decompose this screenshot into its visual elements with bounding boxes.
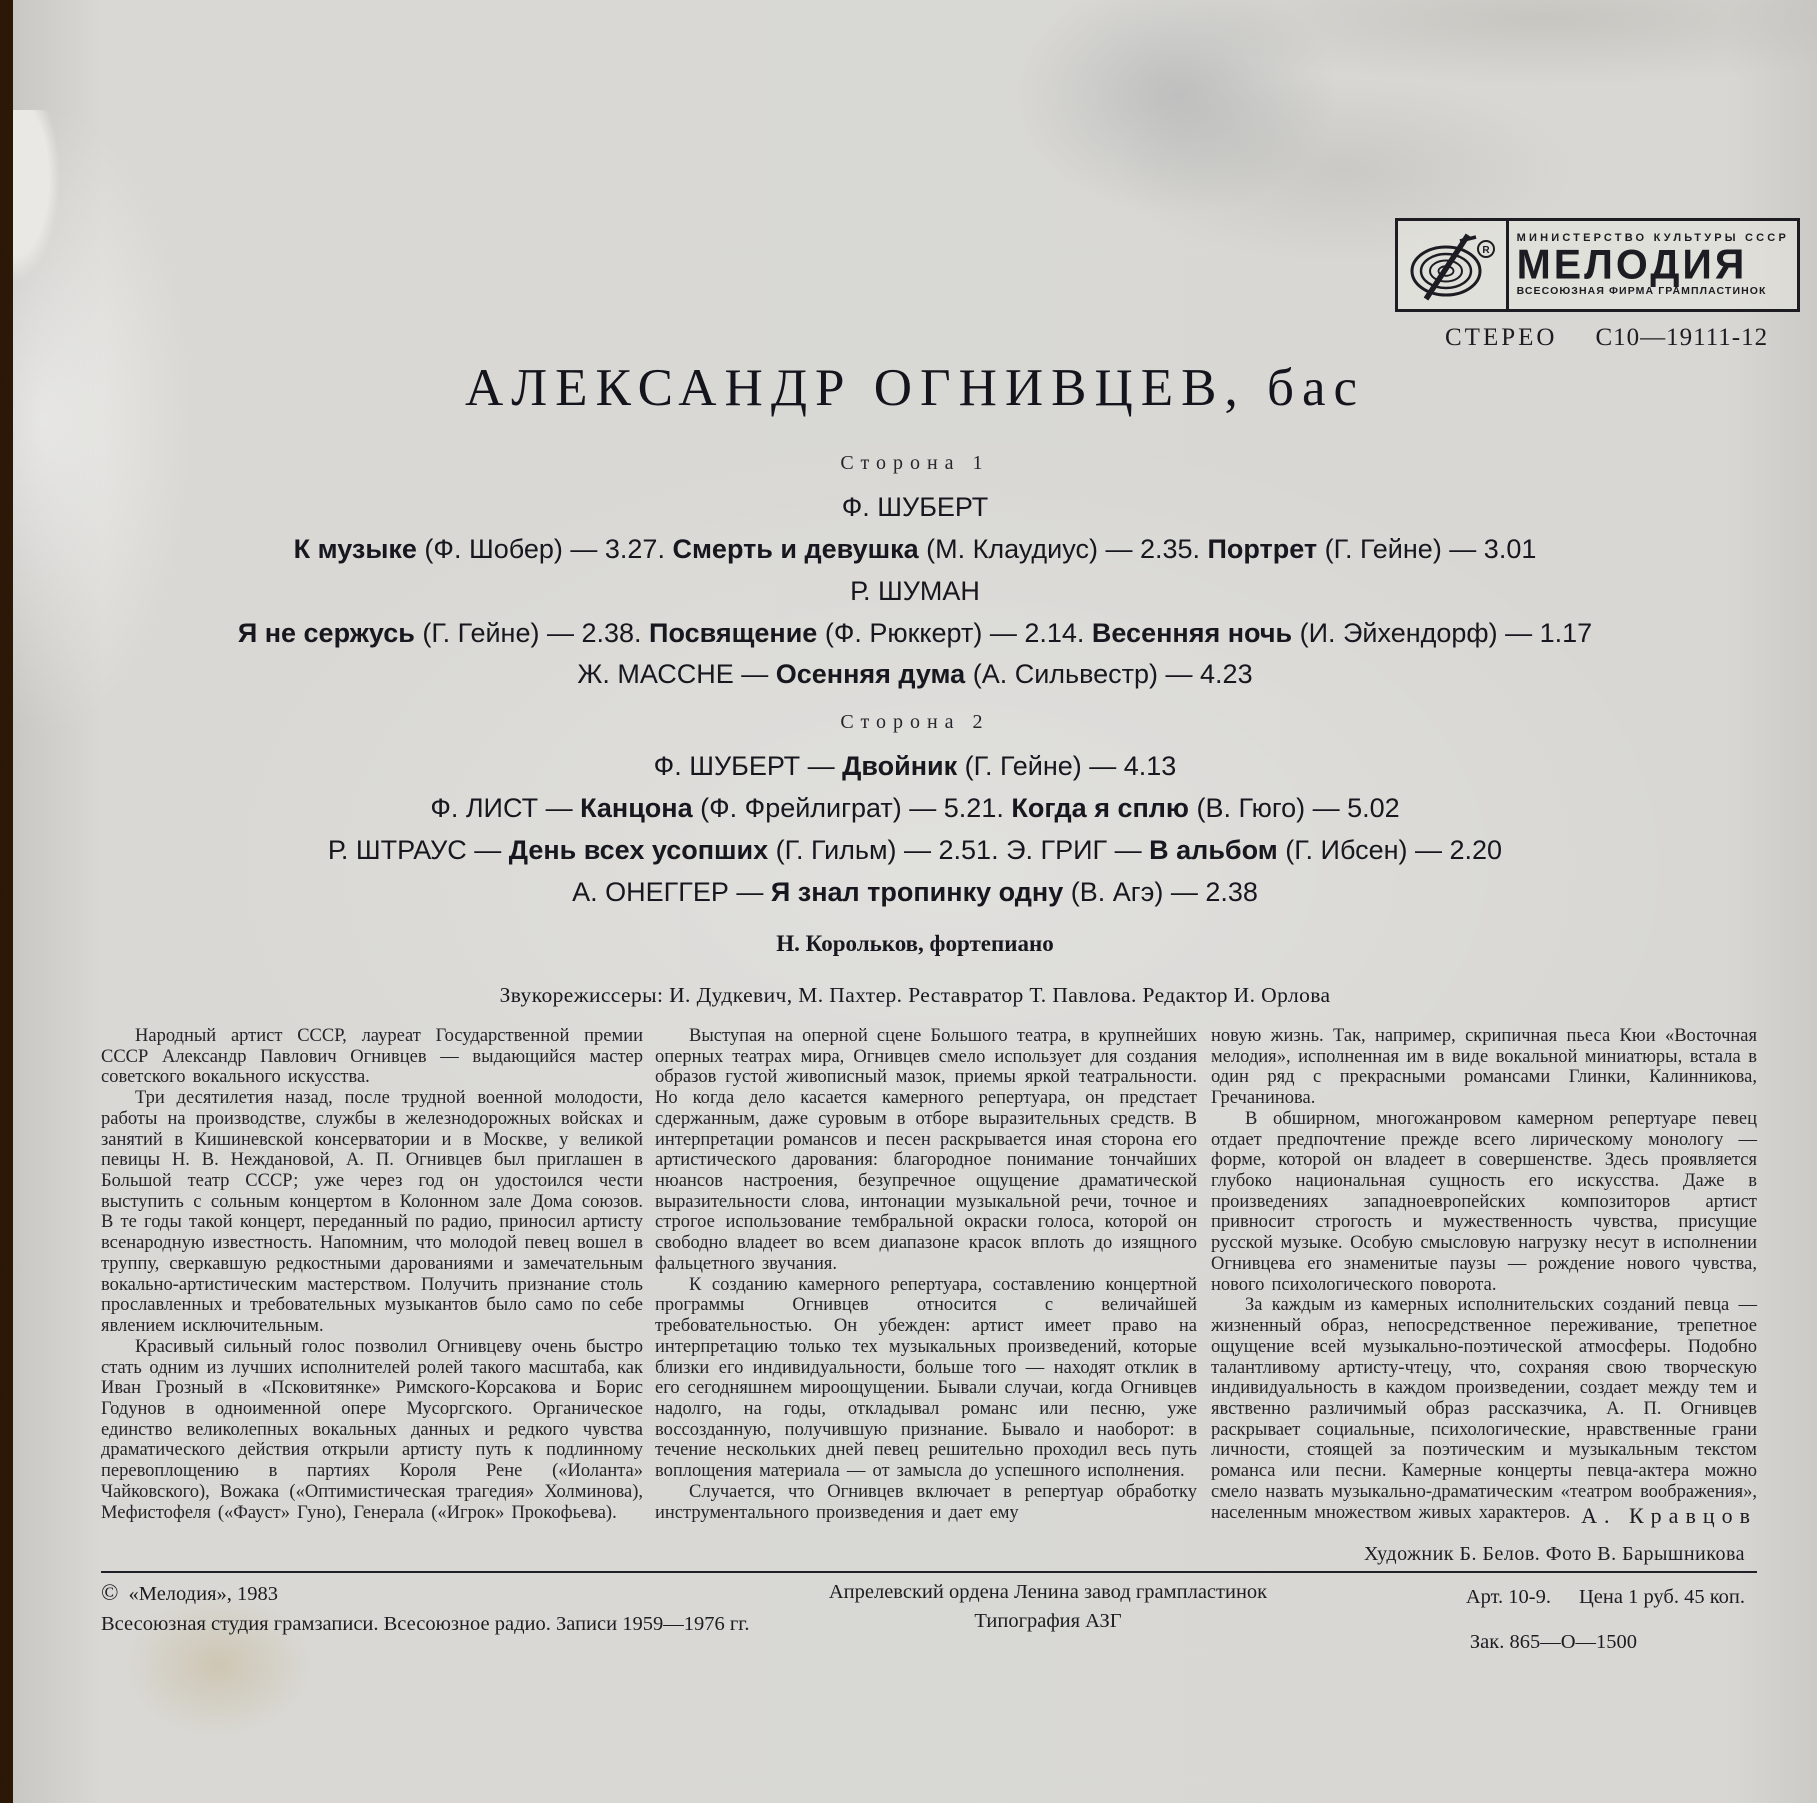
side1-composer-line: Р. ШУМАН (850, 575, 980, 606)
copyright-text: «Мелодия», 1983 (128, 1583, 279, 1605)
paragraph: Красивый сильный голос позволил Огнивцеву очень быстро стать одним из лучших исполнителей ролей такого масштаба, как Иван Грозный в «Псковитянке» Римского-Корсакова и Борис Годунов в одноименной опере Мусоргского. Органическое единство великолепных вокальных данных и редкого чувства драматического действия открыли артисту путь к подлинному перевоплощению в партиях Короля Рене («Иоланта» Чайковского), Вожака («Оптимистическая трагедия» Холминова), Мефистофеля («Фауст» Гуно), Генерала («Игрок» Прокофьева). (101, 1336, 643, 1523)
paragraph: Народный артист СССР, лауреат Государственной премии СССР Александр Павлович Огнивцев — выдающийся мастер советского вокального искусства. (101, 1026, 643, 1088)
footer-divider (101, 1571, 1757, 1573)
melodiya-logo-plate (1395, 218, 1800, 312)
melodiya-logo-text (1509, 221, 1797, 309)
melodiya-record-logo-icon (1398, 221, 1509, 309)
order-number: Зак. 865—О—1500 (1469, 1631, 1637, 1653)
pianist-credit: Н. Корольков, фортепиано (776, 930, 1054, 956)
paragraph: В обширном, многожанровом камерном репертуаре певец отдает предпочтение прежде всего лирическому монологу — форме, которой он владеет в совершенстве. Здесь проявляется глубоко национальная сущность его искусства. Даже в произведениях западноевропейских композиторов артист привносит строгость и мужественность чувства, присущие русской музыке. Особую смысловую нагрузку несут в исполнении Огнивцева его знаменитые паузы — рождение нового чувства, нового психологического поворота. (1211, 1108, 1757, 1295)
paragraph: Случается, что Огнивцев включает в репертуар обработку инструментального произведения и дает ему (655, 1481, 1197, 1523)
article-number: Арт. 10-9. (1465, 1586, 1551, 1608)
album-title: АЛЕКСАНДР ОГНИВЦЕВ, бас (464, 359, 1366, 417)
author-signature: А. Кравцов (1581, 1503, 1757, 1528)
side1-track-line: К музыке (Ф. Шобер) — 3.27. Смерть и девушка (М. Клаудиус) — 2.35. Портрет (Г. Гейне) — 3.01 (293, 533, 1537, 564)
catalog-number: С10—19111-12 (1595, 324, 1769, 351)
stereo-label: СТЕРЕО (1445, 324, 1558, 351)
copyright-line (101, 1576, 749, 1610)
price-line (1125, 1586, 1745, 1609)
paragraph: Три десятилетия назад, после трудной военной молодости, работы на производстве, службы в железнодорожных войсках и занятий в Кишиневской консерватории и в Москве, у великой певицы Н. В. Неждановой, А. П. Огнивцев был приглашен в Большой театр СССР; уже через год он удостоился чести выступить с сольным концертом в Колонном зале Дома союзов. В те годы такой концерт, переданный по радио, приносил артисту всенародную известность. Напомним, что молодой певец вошел в труппу, сверкавшую редкостными дарованиями и замечательным вокально-артистическим мастерством. Получить признание столь прославленных и требовательных музыкантов было само по себе явлением исключительным. (101, 1088, 643, 1337)
paragraph: За каждым из камерных исполнительских созданий певца — жизненный образ, непосредственное переживание, трепетное ощущение всей музыкально-поэтической атмосферы. Подобно талантливому артисту-чтецу, что, сохраняя свою творческую индивидуальность в каждом произведении, создает между тем и явственно различимый образ рассказчика, А. П. Огнивцев раскрывает социальные, психологические, нравственные грани личности, стоящей за поэтическим и музыкальным текстом романса или песни. Камерные концерты певца-актера можно смело назвать музыкально-драматическим «театром воображения», населенным множеством живых характеров. (1211, 1295, 1757, 1523)
engineers-credit: Звукорежиссеры: И. Дудкевич, М. Пахтер. Реставратор Т. Павлова. Редактор И. Орлова (499, 982, 1331, 1007)
ministry-line: МИНИСТЕРСТВО КУЛЬТУРЫ СССР (1516, 232, 1789, 244)
liner-notes-column-1 (101, 1026, 643, 1523)
worn-corner-patch (13, 110, 59, 280)
side2-track-line: Ф. ЛИСТ — Канцона (Ф. Фрейлиграт) — 5.21. Когда я сплю (В. Гюго) — 5.02 (430, 793, 1400, 824)
liner-notes-column-2 (655, 1026, 1197, 1523)
stereo-catalog-line (1395, 324, 1800, 352)
price-text: Цена 1 руб. 45 коп. (1578, 1586, 1745, 1608)
studio-line: Всесоюзная студия грамзаписи. Всесоюзное радио. Записи 1959—1976 гг. (101, 1612, 750, 1635)
liner-notes-column-3 (1211, 1026, 1757, 1523)
firm-line: ВСЕСОЮЗНАЯ ФИРМА ГРАМПЛАСТИНОК (1516, 285, 1767, 297)
publisher-block (1395, 218, 1800, 352)
copyright-icon: © (101, 1580, 119, 1605)
footer-copyright-block (101, 1576, 749, 1639)
paragraph: новую жизнь. Так, например, скрипичная пьеса Кюи «Восточная мелодия», исполненная им в виде вокальной миниатюры, встала в один ряд с прекрасными романсами Глинки, Калинникова, Гречанинова. (1211, 1026, 1757, 1109)
paper-sleeve (13, 0, 1817, 1803)
side1-heading: Сторона 1 (840, 452, 990, 474)
printer-line: Типография АЗГ (974, 1609, 1122, 1632)
side2-heading: Сторона 2 (840, 711, 990, 734)
side1-track-line: Я не сержусь (Г. Гейне) — 2.38. Посвящение (Ф. Рюккерт) — 2.14. Весенняя ночь (И. Эйхендорф) — 1.17 (237, 617, 1593, 648)
melodiya-wordmark: МЕЛОДИЯ (1516, 240, 1748, 288)
plant-line: Апрелевский ордена Ленина завод грампластинок (828, 1581, 1268, 1603)
paragraph: Выступая на оперной сцене Большого театра, в крупнейших оперных театрах мира, Огнивцев смело использует для создания образов густой живописный мазок, приемы яркой театральности. Но когда дело касается камерного репертуара, он предстает сдержанным, даже суровым в отборе выразительных средств. В интерпретации романсов и песен раскрывается иная сторона его артистического дарования: благородное понимание тончайших нюансов настроения, безупречное ощущение драматической выразительности слова, интонации музыкальной речи, точное и строгое использование тембральной окраски голоса, которой он свободно владеет во всем диапазоне красок вплоть до изящного фальцетного звучания. (655, 1026, 1197, 1274)
side2-track-line: Р. ШТРАУС — День всех усопших (Г. Гильм) — 2.51. Э. ГРИГ — В альбом (Г. Ибсен) — 2.20 (327, 835, 1503, 866)
track-listing (113, 452, 1717, 1008)
artist-photo-credit: Художник Б. Белов. Фото В. Барышникова (1363, 1543, 1745, 1565)
paragraph: К созданию камерного репертуара, составлению концертной программы Огнивцев относится с величайшей требовательностью. Он убежден: артист имеет право на интерпретацию только тех музыкальных произведений, которые близки его индивидуальности, больше того — находят отклик в его сегодняшнем мироощущении. Бывали случаи, когда Огнивцев надолго, на годы, откладывал романс или песню, уже воссозданную, получившую признание. Бывало и наоборот: в течение нескольких дней певец решительно проходил весь путь воплощения материала — от замысла до успешного исполнения. (655, 1274, 1197, 1482)
side2-track-line: А. ОНЕГГЕР — Я знал тропинку одну (В. Агэ) — 2.38 (572, 876, 1258, 907)
footer-price-block (1125, 1586, 1745, 1654)
side1-track-line: Ж. МАССНЕ — Осенняя дума (А. Сильвестр) — 4.23 (577, 659, 1253, 690)
side2-track-line: Ф. ШУБЕРТ — Двойник (Г. Гейне) — 4.13 (653, 751, 1177, 782)
side1-composer-line: Ф. ШУБЕРТ (841, 492, 989, 522)
svg-text:R: R (1482, 245, 1490, 256)
